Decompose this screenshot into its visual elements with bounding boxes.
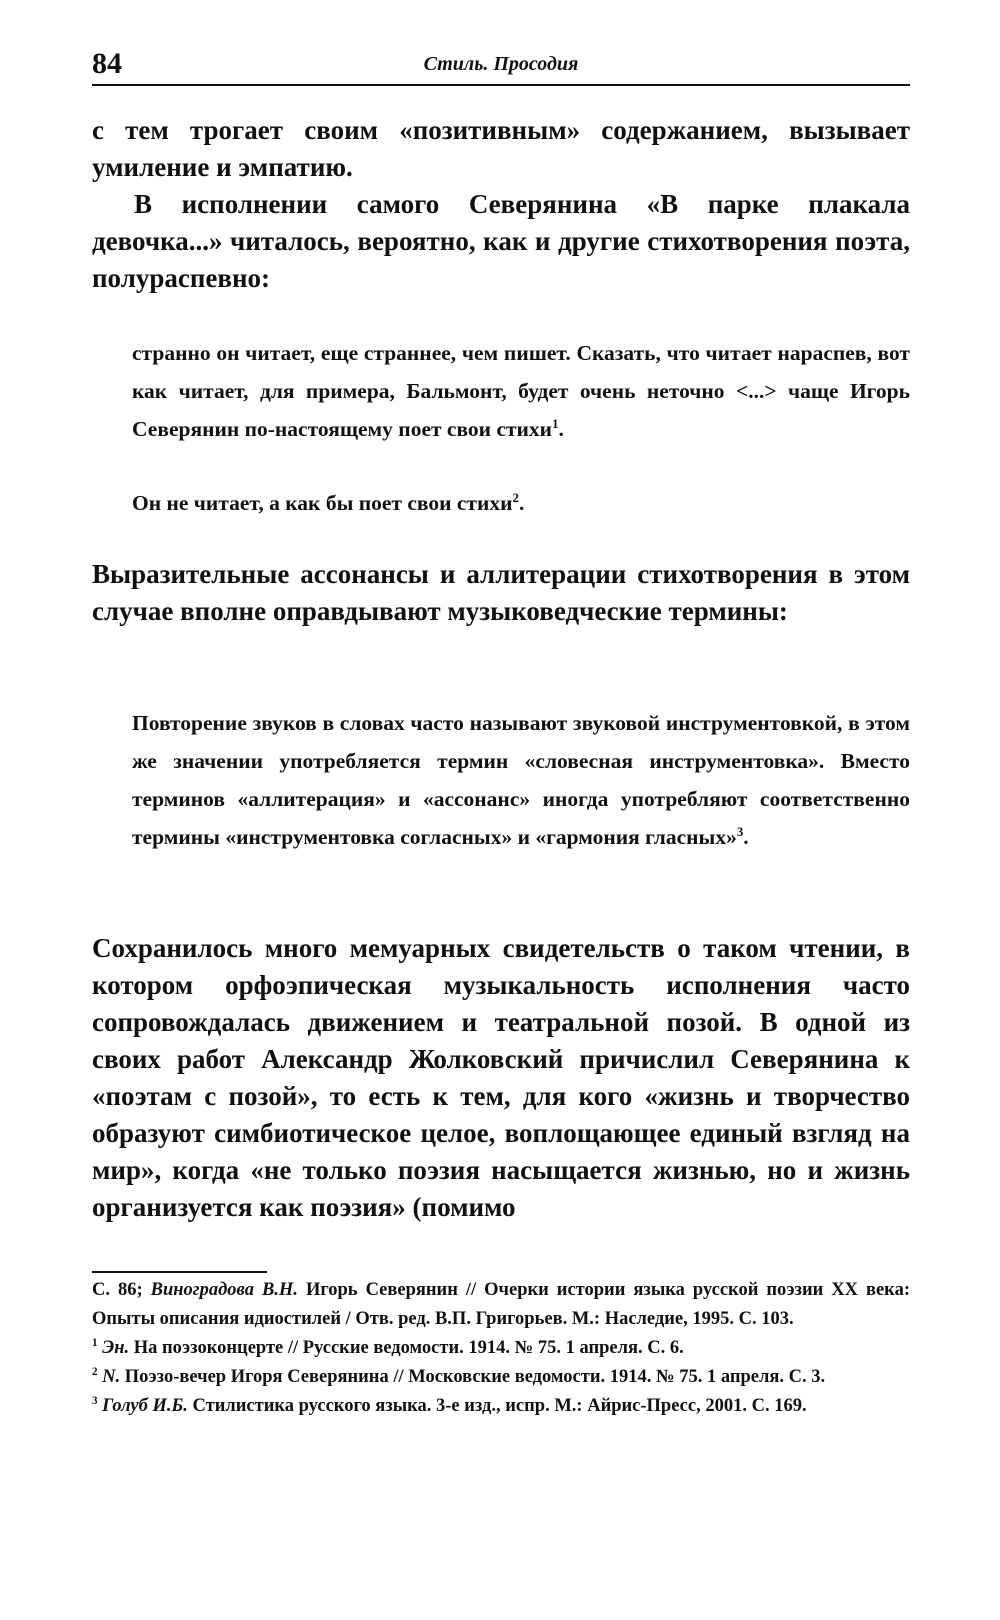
footnote-continuation [92,1276,910,1334]
quote-3-text: Повторение звуков в словах часто называют звуковой инструментовкой, в этом же значении употребляется термин «словесная инструментовка». Вместо терминов «аллитерация» и «ассонанс» иногда употребляют соответственно термины «инструментовка согласных» и «гармония гласных» [132,711,910,849]
running-head: Стиль. Просодия [423,53,579,75]
footnote-cont-author: Виноградова В.Н. [150,1280,298,1300]
footnotes [92,1276,910,1421]
quote-3-end: . [743,825,749,849]
footnote-cont-prefix: С. 86; [92,1280,151,1300]
footnote-3-text: Стилистика русского языка. 3-е изд., испр. М.: Айрис-Пресс, 2001. С. 169. [187,1396,807,1416]
footnote-2 [92,1363,910,1392]
quote-2-end: . [518,491,525,515]
footnote-2-text: Поэзо-вечер Игоря Северянина // Московские ведомости. 1914. № 75. 1 апреля. С. 3. [120,1367,826,1387]
footnote-1-text: На поэзоконцерте // Русские ведомости. 1914. № 75. 1 апреля. С. 6. [129,1338,684,1358]
quote-2 [132,484,910,522]
footnote-ref-3: 3 [736,824,744,839]
quote-2-text: Он не читает, а как бы поет свои стихи [132,491,513,515]
quote-1-text: странно он читает, еще страннее, чем пишет. Сказать, что читает нараспев, вот как читает, для примера, Бальмонт, будет очень неточно <...> чаще Игорь Северянин по-настоящему поет свои стихи [132,341,910,441]
footnote-2-author: N. [102,1367,121,1387]
footnote-1 [92,1334,910,1363]
paragraph-3: Выразительные ассонансы и аллитерации стихотворения в этом случае вполне оправдывают музыковедческие термины: [92,559,910,626]
footnote-ref-1: 1 [552,416,559,431]
footnote-ref-2: 2 [512,490,519,505]
footnote-3 [92,1392,910,1421]
quote-1-end: . [558,417,564,441]
page-number: 84 [92,47,122,80]
paragraph-1: с тем трогает своим «позитивным» содержанием, вызывает умиление и эмпатию. [92,115,910,182]
footnote-3-author: Голуб И.Б. [102,1396,188,1416]
footnote-cont-text: Игорь Северянин // Очерки истории языка русской поэзии XX века: Опыты описания идиостилей / Отв. ред. В.П. Григорьев. М.: Наследие, 1995. С. 103. [92,1280,910,1329]
paragraph-2: В исполнении самого Северянина «В парке плакала девочка...» читалось, вероятно, как и другие стихотворения поэта, полураспевно: [92,189,910,293]
paragraph-4: Сохранилось много мемуарных свидетельств о таком чтении, в котором орфоэпическая музыкальность исполнения часто сопровождалась движением и театральной позой. В одной из своих работ Александр Жолковский причислил Северянина к «поэтам с позой», то есть к тем, для кого «жизнь и творчество образуют симбиотическое целое, воплощающее единый взгляд на мир», когда «не только поэзия насыщается жизнью, но и жизнь организуется как поэзия» (помимо [92,933,910,1222]
footnote-1-author: Эн. [102,1338,130,1358]
footnote-divider [92,1271,267,1273]
footnote-2-mark: 2 [92,1365,98,1378]
footnote-1-mark: 1 [92,1336,98,1349]
page-header [92,44,910,86]
footnote-3-mark: 3 [92,1394,98,1407]
quote-1 [132,334,910,448]
quote-3 [132,704,910,856]
